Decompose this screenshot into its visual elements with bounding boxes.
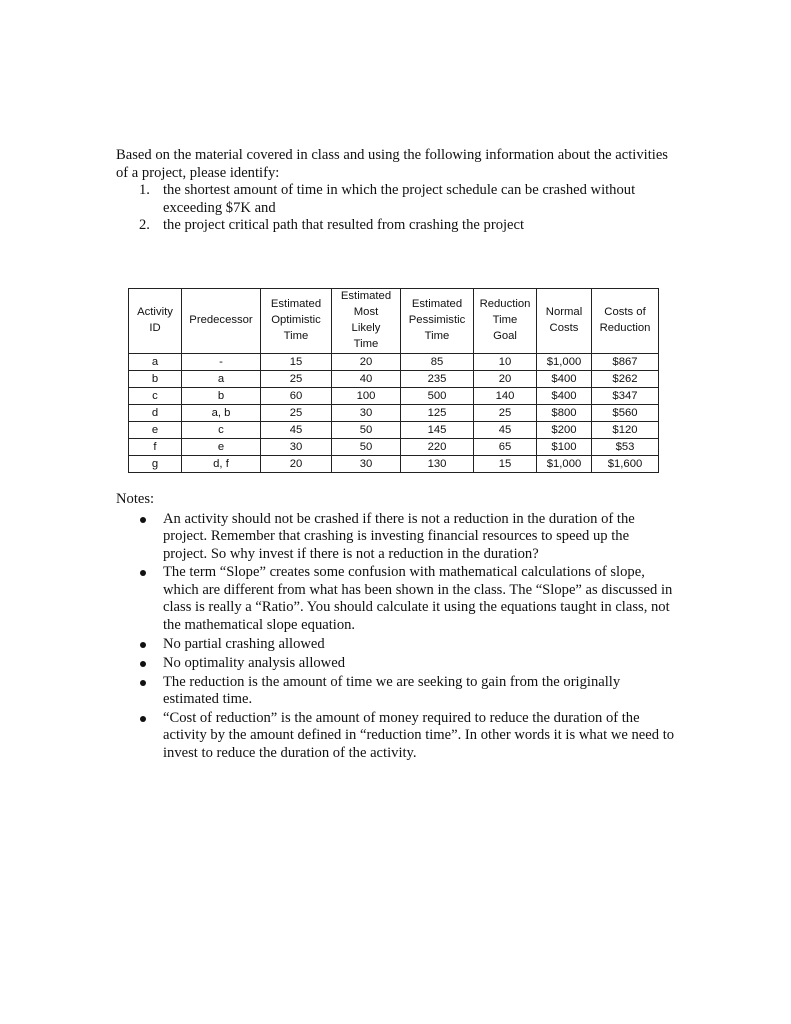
header-optimistic-time: Estimated Optimistic Time <box>261 289 332 354</box>
cell-costs-of-reduction: $53 <box>592 439 659 456</box>
cell-activity-id: c <box>129 388 182 405</box>
notes-section <box>116 491 676 764</box>
question-number: 2. <box>139 217 150 233</box>
table-row <box>129 422 659 439</box>
cell-predecessor: d, f <box>182 456 261 473</box>
header-most-likely-time: Estimated Most Likely Time <box>332 289 401 354</box>
cell-most-likely-time: 50 <box>332 422 401 439</box>
cell-optimistic-time: 15 <box>261 354 332 371</box>
note-text: An activity should not be crashed if there is not a reduction in the duration of the project. Remember that crashing is investing financial resources to speed up the project. So why invest if there is not a reduction in the duration? <box>163 510 635 562</box>
table-header-row <box>129 289 659 354</box>
note-text: The term “Slope” creates some confusion with mathematical calculations of slope, which are different from what has been shown in the class. The “Slope” as discussed in class is really a “Ratio”. You should calculate it using the equations taught in class, not the mathematical slope equation. <box>163 564 673 633</box>
cell-costs-of-reduction: $867 <box>592 354 659 371</box>
bullet-icon <box>140 517 146 523</box>
cell-costs-of-reduction: $1,600 <box>592 456 659 473</box>
header-activity-id: Activity ID <box>129 289 182 354</box>
cell-pessimistic-time: 145 <box>401 422 474 439</box>
bullet-icon <box>140 570 146 576</box>
cell-costs-of-reduction: $120 <box>592 422 659 439</box>
cell-reduction-time-goal: 20 <box>474 371 537 388</box>
cell-optimistic-time: 20 <box>261 456 332 473</box>
cell-pessimistic-time: 125 <box>401 405 474 422</box>
cell-normal-costs: $100 <box>537 439 592 456</box>
cell-reduction-time-goal: 10 <box>474 354 537 371</box>
cell-pessimistic-time: 130 <box>401 456 474 473</box>
cell-costs-of-reduction: $347 <box>592 388 659 405</box>
bullet-icon <box>140 642 146 648</box>
activity-table-container <box>128 288 659 473</box>
question-item <box>116 182 676 217</box>
cell-normal-costs: $400 <box>537 371 592 388</box>
bullet-icon <box>140 680 146 686</box>
cell-normal-costs: $200 <box>537 422 592 439</box>
cell-reduction-time-goal: 25 <box>474 405 537 422</box>
question-text: the project critical path that resulted from crashing the project <box>163 217 525 233</box>
note-text: “Cost of reduction” is the amount of money required to reduce the duration of the activity by the amount defined in “reduction time”. In other words it is what we need to invest to reduce the duration of the activity. <box>163 709 675 761</box>
cell-reduction-time-goal: 15 <box>474 456 537 473</box>
note-text: No optimality analysis allowed <box>163 654 345 671</box>
list-item <box>116 636 676 654</box>
notes-list <box>116 511 676 763</box>
cell-activity-id: a <box>129 354 182 371</box>
table-row <box>129 439 659 456</box>
cell-predecessor: a <box>182 371 261 388</box>
cell-most-likely-time: 30 <box>332 405 401 422</box>
cell-pessimistic-time: 500 <box>401 388 474 405</box>
cell-normal-costs: $400 <box>537 388 592 405</box>
table-row <box>129 456 659 473</box>
assignment-intro <box>116 147 676 235</box>
cell-costs-of-reduction: $262 <box>592 371 659 388</box>
cell-pessimistic-time: 85 <box>401 354 474 371</box>
cell-reduction-time-goal: 45 <box>474 422 537 439</box>
cell-pessimistic-time: 220 <box>401 439 474 456</box>
notes-title: Notes: <box>116 491 155 507</box>
cell-normal-costs: $1,000 <box>537 456 592 473</box>
question-list <box>116 182 676 235</box>
cell-most-likely-time: 30 <box>332 456 401 473</box>
cell-activity-id: e <box>129 422 182 439</box>
question-text: the shortest amount of time in which the project schedule can be crashed without exceeding $7K and <box>163 182 636 216</box>
header-pessimistic-time: Estimated Pessimistic Time <box>401 289 474 354</box>
cell-activity-id: g <box>129 456 182 473</box>
cell-predecessor: c <box>182 422 261 439</box>
cell-optimistic-time: 60 <box>261 388 332 405</box>
header-costs-of-reduction: Costs of Reduction <box>592 289 659 354</box>
bullet-icon <box>140 716 146 722</box>
question-item <box>116 217 676 235</box>
cell-pessimistic-time: 235 <box>401 371 474 388</box>
header-normal-costs: Normal Costs <box>537 289 592 354</box>
cell-normal-costs: $1,000 <box>537 354 592 371</box>
cell-optimistic-time: 45 <box>261 422 332 439</box>
cell-optimistic-time: 25 <box>261 371 332 388</box>
note-text: The reduction is the amount of time we are seeking to gain from the originally estimated time. <box>163 673 621 708</box>
cell-normal-costs: $800 <box>537 405 592 422</box>
bullet-icon <box>140 661 146 667</box>
list-item <box>116 655 676 673</box>
question-number: 1. <box>139 182 150 198</box>
cell-predecessor: - <box>182 354 261 371</box>
cell-optimistic-time: 25 <box>261 405 332 422</box>
note-text: No partial crashing allowed <box>163 635 325 652</box>
cell-activity-id: d <box>129 405 182 422</box>
cell-reduction-time-goal: 65 <box>474 439 537 456</box>
cell-activity-id: b <box>129 371 182 388</box>
table-row <box>129 371 659 388</box>
list-item <box>116 674 676 709</box>
cell-most-likely-time: 20 <box>332 354 401 371</box>
table-row <box>129 388 659 405</box>
list-item <box>116 564 676 634</box>
intro-paragraph: Based on the material covered in class and using the following information about the activities of a project, please identify: <box>116 147 668 181</box>
header-predecessor: Predecessor <box>182 289 261 354</box>
list-item <box>116 511 676 564</box>
table-row <box>129 354 659 371</box>
cell-predecessor: b <box>182 388 261 405</box>
header-reduction-time-goal: Reduction Time Goal <box>474 289 537 354</box>
cell-most-likely-time: 40 <box>332 371 401 388</box>
cell-most-likely-time: 100 <box>332 388 401 405</box>
cell-predecessor: e <box>182 439 261 456</box>
cell-activity-id: f <box>129 439 182 456</box>
activity-table <box>128 288 659 473</box>
list-item <box>116 710 676 763</box>
cell-optimistic-time: 30 <box>261 439 332 456</box>
cell-costs-of-reduction: $560 <box>592 405 659 422</box>
cell-reduction-time-goal: 140 <box>474 388 537 405</box>
cell-predecessor: a, b <box>182 405 261 422</box>
table-row <box>129 405 659 422</box>
cell-most-likely-time: 50 <box>332 439 401 456</box>
